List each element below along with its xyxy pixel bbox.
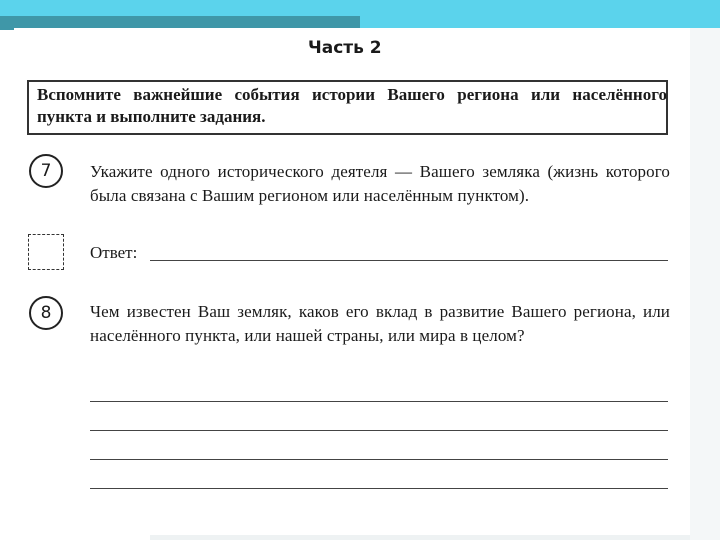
answer-label: Ответ: <box>90 243 138 262</box>
question-8-number-badge <box>29 296 63 330</box>
part-title: Часть 2 <box>308 38 382 58</box>
question-7-text: Укажите одного исторического деятеля — Вашего земляка (жизнь которого была связана с Вашим регионом или населённым пунктом). <box>90 162 670 205</box>
bottom-margin-strip <box>150 535 690 540</box>
instruction-text: Вспомните важнейшие события истории Вашего региона или населённого пункта и выполните задания. <box>37 85 667 126</box>
answer-writing-line[interactable] <box>90 488 668 489</box>
right-margin-strip <box>690 28 720 540</box>
score-box <box>28 234 64 270</box>
answer-writing-line[interactable] <box>90 430 668 431</box>
question-8-number: 8 <box>40 303 52 323</box>
answer-writing-line[interactable] <box>90 459 668 460</box>
answer-writing-line[interactable] <box>90 401 668 402</box>
answer-line[interactable] <box>150 260 668 261</box>
question-7-number-badge <box>29 154 63 188</box>
question-7-number: 7 <box>40 161 52 181</box>
question-8-text: Чем известен Ваш земляк, каков его вклад в развитие Вашего региона, или населённого пункта, или нашей страны, или мира в целом? <box>90 302 670 345</box>
